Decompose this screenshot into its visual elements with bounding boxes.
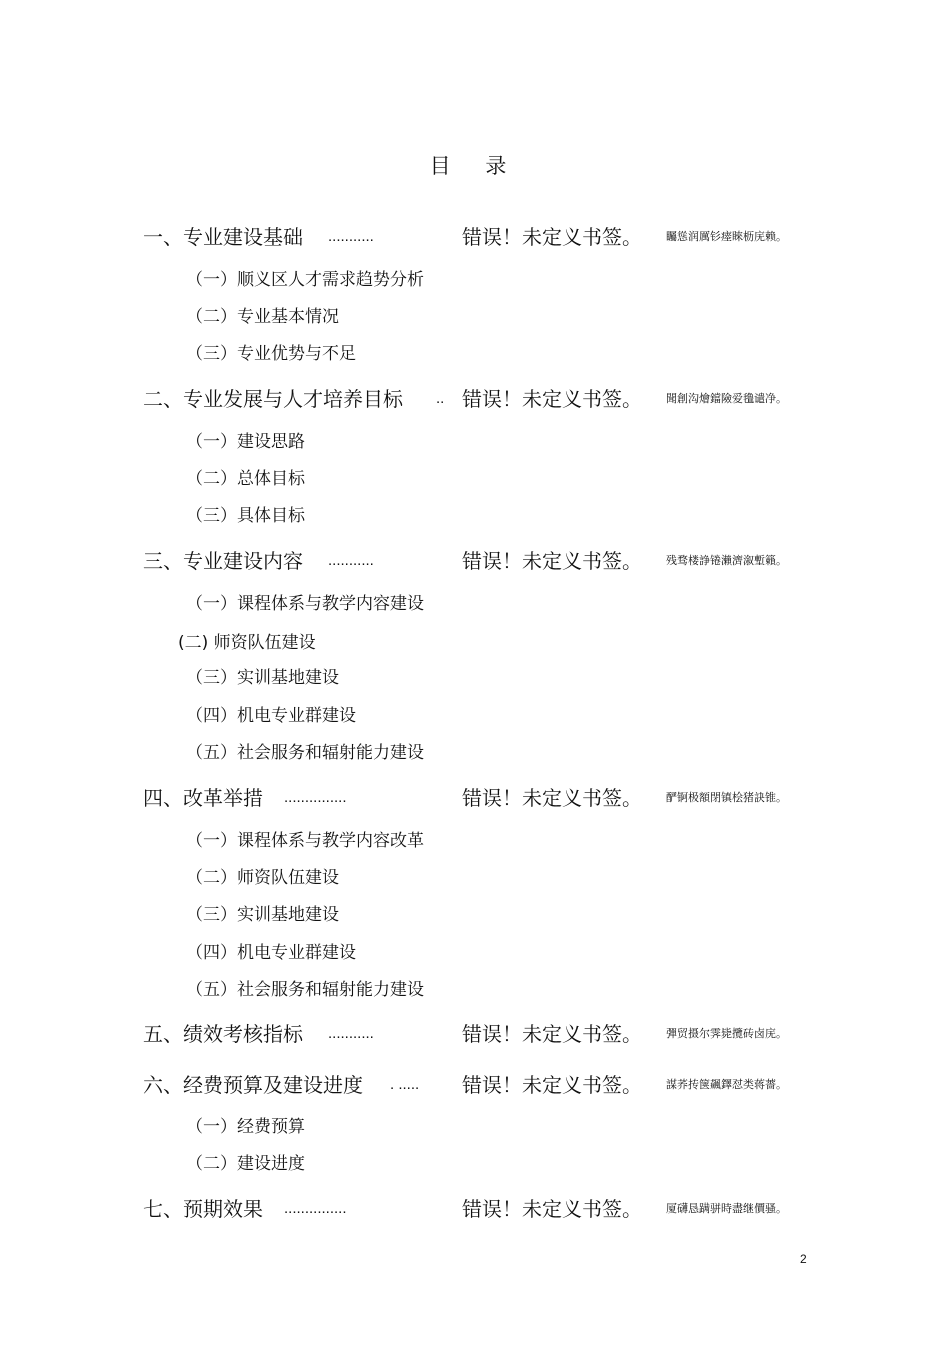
toc-subentry[interactable]: （二）师资队伍建设 [186,868,339,888]
toc-entry-1[interactable] [0,221,950,253]
toc-error-text: 错误！未定义书签。 [462,1197,642,1221]
toc-garbled-text: 謀荞抟箧飆鐸怼类蒋薔。 [666,1078,787,1091]
toc-garbled-text: 酽锕极額閉镇桧猪訣锥。 [666,791,787,804]
toc-entry-7[interactable] [0,1193,950,1225]
toc-title: 目 录 [429,154,521,178]
toc-entry-4[interactable] [0,782,950,814]
toc-entry-label: 一、专业建设基础 [143,225,303,249]
toc-leader-dots: . ..... [390,1076,420,1093]
toc-subentry[interactable]: （一）课程体系与教学内容建设 [186,594,424,614]
toc-subentry[interactable]: （三）具体目标 [186,506,305,526]
toc-error-text: 错误！未定义书签。 [462,1022,642,1046]
toc-leader-dots: ........... [328,552,374,569]
toc-subentry[interactable]: （五）社会服务和辐射能力建设 [186,980,424,1000]
toc-subentry[interactable]: （一）顺义区人才需求趋势分析 [186,270,424,290]
toc-entry-6[interactable] [0,1069,950,1101]
toc-subentry[interactable]: （一）建设思路 [186,432,305,452]
toc-entry-label: 四、改革举措 [143,786,263,810]
toc-leader-dots: ........... [328,228,374,245]
toc-subentry[interactable]: （二）专业基本情况 [186,307,339,327]
toc-subentry[interactable]: （四）机电专业群建设 [186,943,356,963]
toc-entry-3[interactable] [0,545,950,577]
toc-error-text: 错误！未定义书签。 [462,549,642,573]
toc-subentry[interactable]: （二）建设进度 [186,1154,305,1174]
toc-subentry[interactable]: （二）总体目标 [186,469,305,489]
toc-error-text: 错误！未定义书签。 [462,387,642,411]
toc-subentry[interactable]: （一）课程体系与教学内容改革 [186,831,424,851]
toc-garbled-text: 聞創沟燴鐺險爱氇谴净。 [666,392,787,405]
toc-subentry[interactable]: （五）社会服务和辐射能力建设 [186,743,424,763]
toc-subentry[interactable]: （四）机电专业群建设 [186,706,356,726]
toc-leader-dots: .. [436,390,445,407]
toc-error-text: 错误！未定义书签。 [462,225,642,249]
toc-entry-label: 二、专业发展与人才培养目标 [143,387,403,411]
toc-garbled-text: 彈贸摄尔霁毙攬砖卤庑。 [666,1027,787,1040]
toc-subentry[interactable]: （三）专业优势与不足 [186,344,356,364]
toc-subentry[interactable]: （一）经费预算 [186,1117,305,1137]
toc-entry-5[interactable] [0,1018,950,1050]
toc-subentry[interactable]: （三）实训基地建设 [186,905,339,925]
toc-entry-label: 三、专业建设内容 [143,549,303,573]
toc-entry-label: 六、经费预算及建设进度 [143,1073,363,1097]
toc-garbled-text: 厦礴恳蹒骈時盡继價骚。 [666,1202,787,1215]
page-number: 2 [800,1252,807,1266]
toc-entry-label: 五、绩效考核指标 [143,1022,303,1046]
toc-leader-dots: ............... [284,789,347,806]
toc-garbled-text: 矚慫润厲钐瘗睞枥庑赖。 [666,230,787,243]
toc-subentry[interactable]: (二) 师资队伍建设 [178,633,316,653]
toc-entry-label: 七、预期效果 [143,1197,263,1221]
toc-garbled-text: 残骛楼諍锩瀨濟溆塹籟。 [666,554,787,567]
toc-subentry[interactable]: （三）实训基地建设 [186,668,339,688]
toc-leader-dots: ........... [328,1025,374,1042]
toc-error-text: 错误！未定义书签。 [462,1073,642,1097]
toc-entry-2[interactable] [0,383,950,415]
toc-error-text: 错误！未定义书签。 [462,786,642,810]
toc-leader-dots: ............... [284,1200,347,1217]
